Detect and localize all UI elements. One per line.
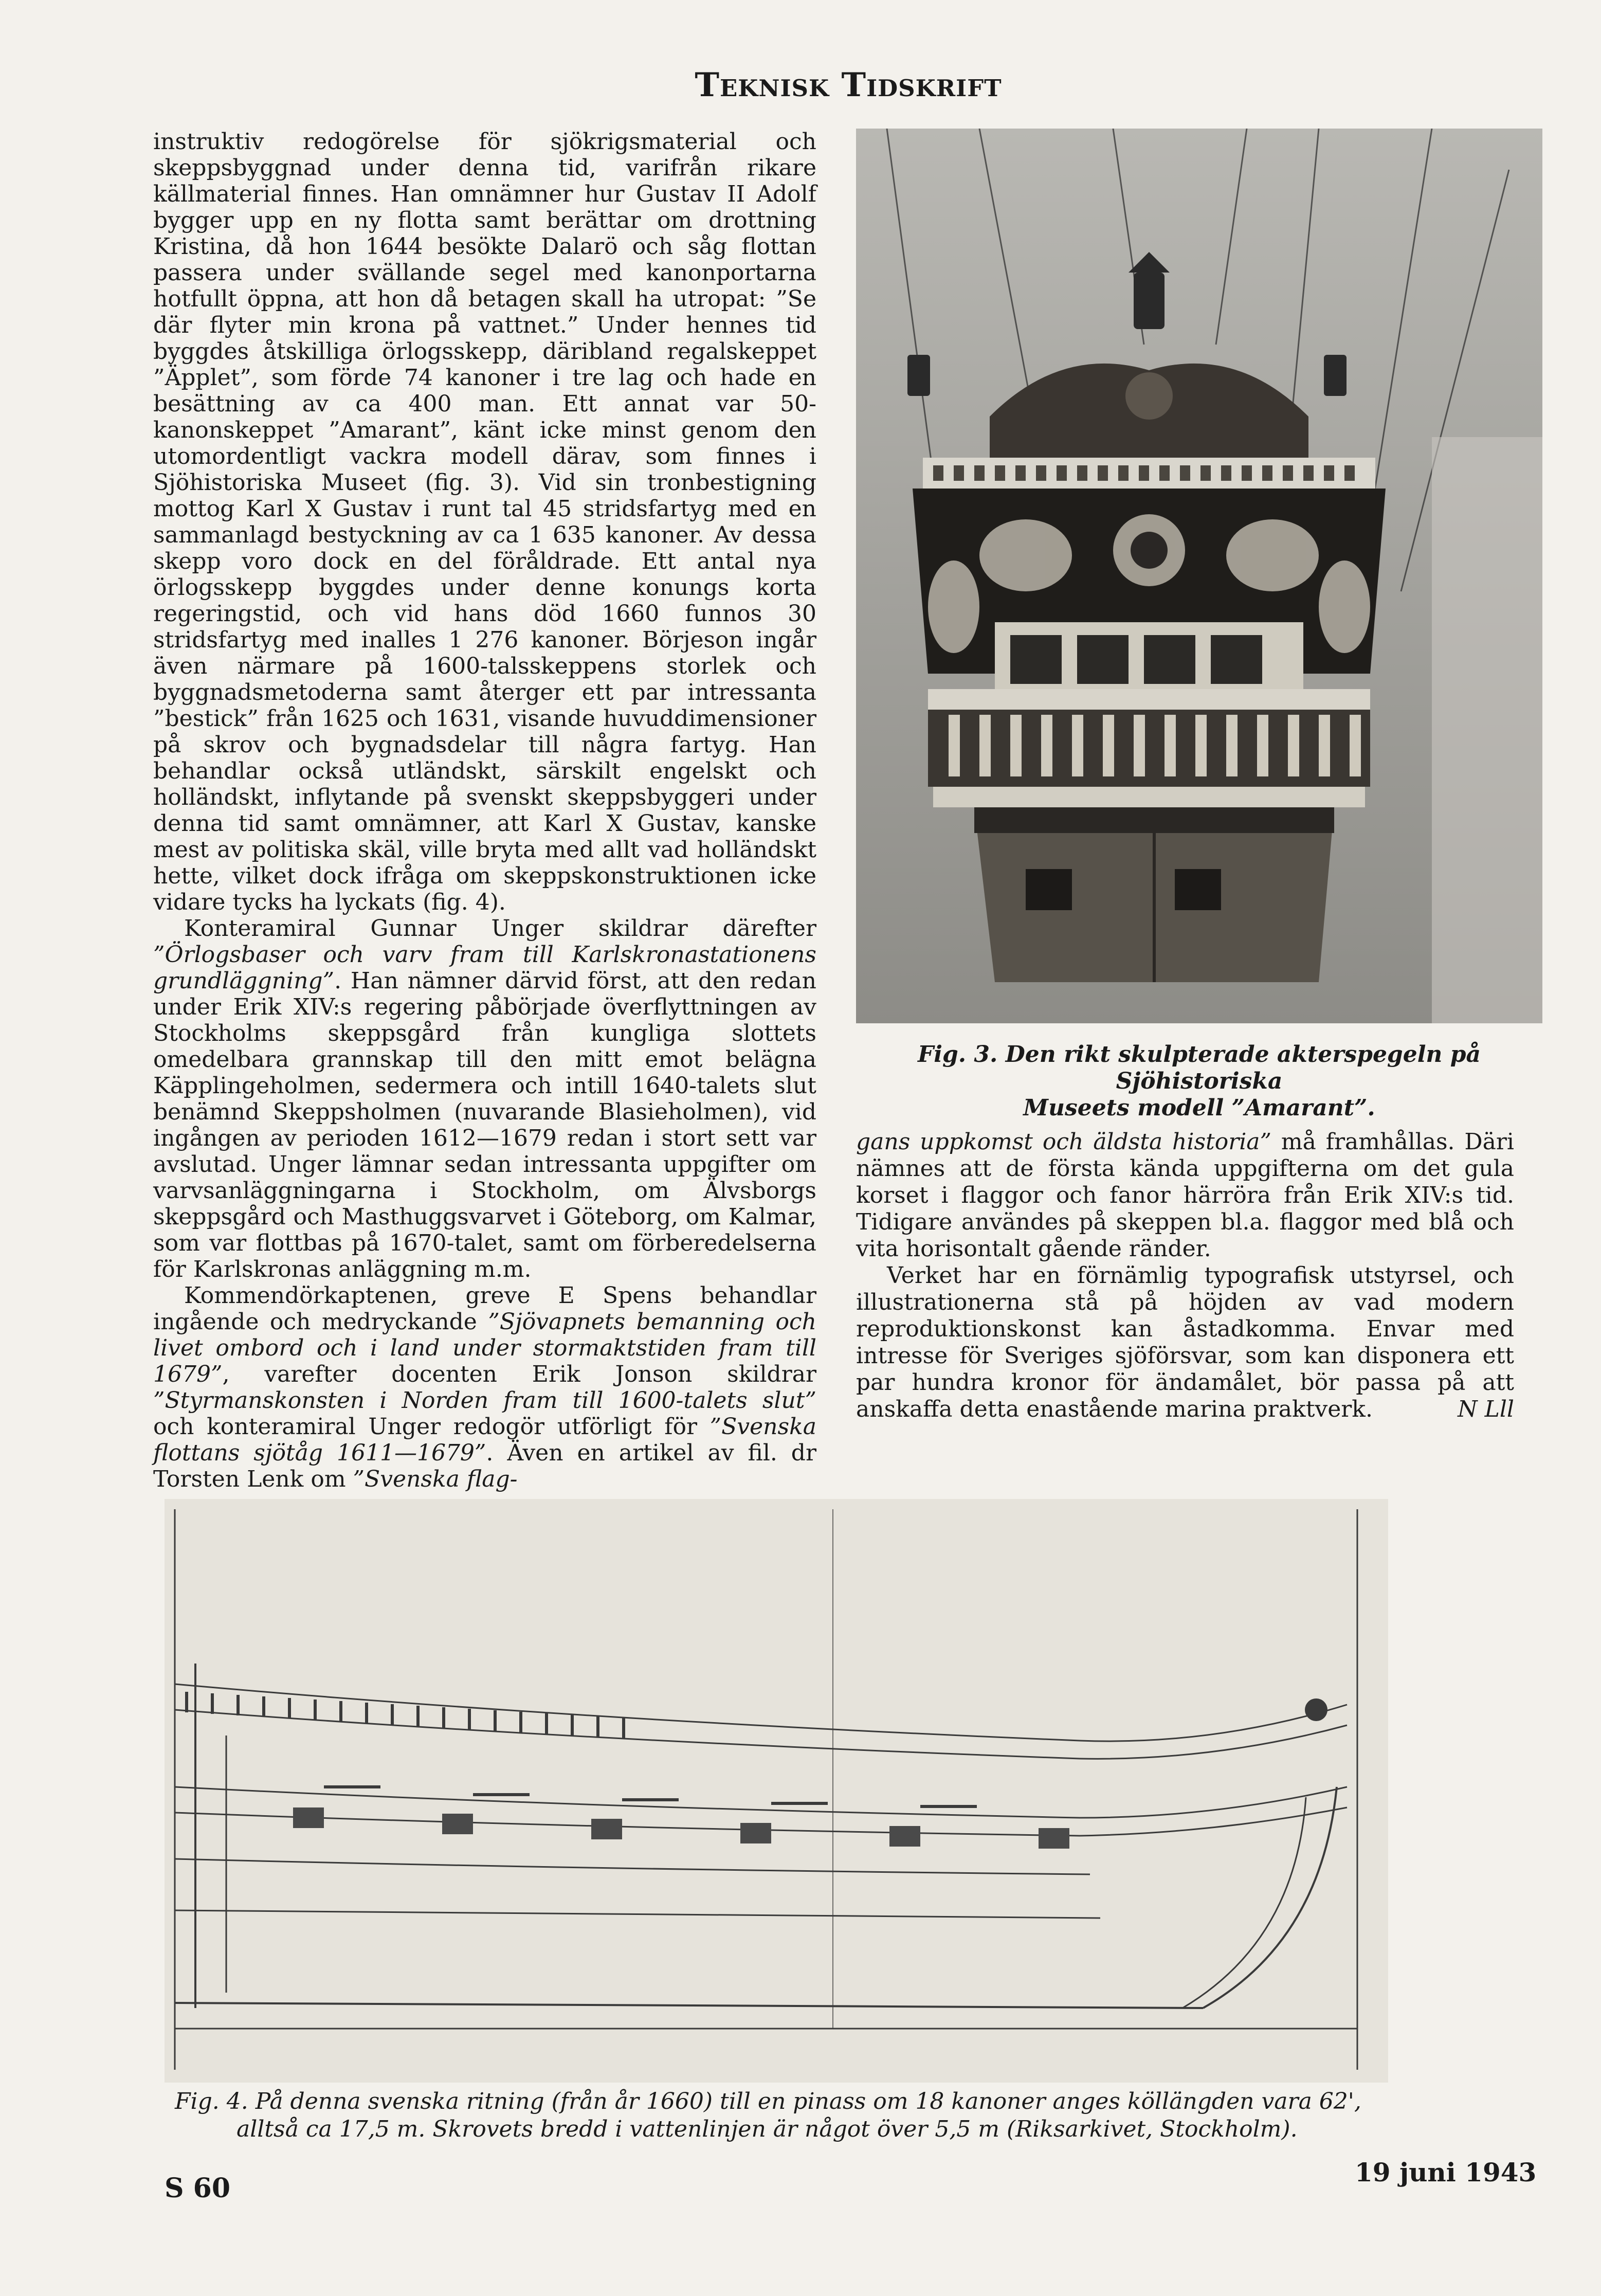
- text-run: och konteramiral Unger redogör utförligt för: [153, 1414, 710, 1440]
- text-run: . Även en artikel av fil. dr Torsten Lenk om: [153, 1440, 816, 1492]
- paragraph: [153, 1282, 816, 1492]
- text-run: , varefter docenten Erik Jonson skildrar: [222, 1361, 816, 1387]
- caption-line: Museets modell ”Amarant”.: [1023, 1095, 1375, 1121]
- text-run: Konteramiral Gunnar Unger skildrar därefter: [184, 915, 816, 942]
- work-title: ”Sjövapnets bemanning och livet ombord och i land under stormaktstiden fram till 1679”: [153, 1309, 816, 1387]
- text-run: må framhållas. Däri nämnes att de första kända uppgifterna om det gula korset i flaggor och fanor härröra från Erik XIV:s tid. Tidigare användes på skeppen bl.a. flaggor med blå och vita horisontalt gående ränder.: [856, 1129, 1514, 1262]
- text-run: . Han nämner därvid först, att den redan under Erik XIV:s regering påbörjade överflyttningen av Stockholms skeppsgård från kungliga slottets omedelbara grannskap till den mitt emot belägna Käpplingeholmen, sedermera och intill 1640-talets slut benämnd Skeppsholmen (nuvarande Blasieholmen), vid ingången av perioden 1612—1679 redan i stort sett var avslutad. Unger lämnar sedan intressanta uppgifter om varvsanläggningarna i Stockholm, om Älvsborgs skeppsgård och Masthuggsvarvet i Göteborg, om Kalmar, som var flottbas på 1670-talet, samt om förberedelserna för Karlskronas anläggning m.m.: [153, 968, 816, 1282]
- work-title: ”Örlogsbaser och varv fram till Karlskronastationens grundläggning”: [153, 942, 816, 994]
- masthead: Teknisk Tidskrift: [695, 66, 1002, 104]
- paragraph: Verket har en förnämlig typografisk utstyrsel, och illustrationerna stå på höjden av vad modern reproduktionskonst kan åstadkomma. Envar med intresse för Sveriges sjöförsvar, som kan disponera ett par hundra kronor för ändamålet, bör passa på att anskaffa detta enastående marina praktverk.: [856, 1262, 1514, 1422]
- right-column: [856, 1129, 1514, 1423]
- ship-stern-illustration: [856, 129, 1542, 1023]
- figure-3-caption: [856, 1041, 1542, 1122]
- paragraph: [153, 915, 816, 1282]
- left-column: [153, 129, 816, 1492]
- work-title: ”Styrmanskonsten i Norden fram till 1600-talets slut”: [153, 1387, 816, 1414]
- paragraph: instruktiv redogörelse för sjökrigsmaterial och skeppsbyggnad under denna tid, varifrån rikare källmaterial finnes. Han omnämner hur Gustav II Adolf bygger upp en ny flotta samt berättar om drottning Kristina, då hon 1644 besökte Dalarö och såg flottan passera under svällande segel med kanonportarna hotfullt öppna, att hon då betagen skall ha utropat: ”Se där flyter min krona på vattnet.” Under hennes tid byggdes åtskilliga örlogsskepp, däribland regalskeppet ”Äpplet”, som förde 74 kanoner i tre lag och hade en besättning av ca 400 man. Ett annat var 50-kanonskeppet ”Amarant”, känt icke minst genom den utomordentligt vackra modell därav, som finnes i Sjöhistoriska Museet (fig. 3). Vid sin tronbestigning mottog Karl X Gustav i runt tal 45 stridsfartyg med en sammanlagd bestyckning av ca 1 635 kanoner. Av dessa skepp voro dock en del föråldrade. Ett antal nya örlogsskepp byggdes under denne konungs korta regeringstid, och vid hans död 1660 funnos 30 stridsfartyg med inalles 1 276 kanoner. Börjeson ingår även närmare på 1600-talsskeppens storlek och byggnadsmetoderna samt återger ett par intressanta ”bestick” från 1625 och 1631, visande huvuddimensioner på skrov och bygnadsdelar till några fartyg. Han behandlar också utländskt, särskilt engelskt och holländskt, inflytande på svenskt skeppsbyggeri under denna tid samt omnämner, att Karl X Gustav, kanske mest av politiska skäl, ville bryta med allt vad holländskt hette, vilket dock ifråga om skeppskonstruktionen icke vidare tycks ha lyckats (fig. 4).: [153, 129, 816, 915]
- caption-line: Fig. 3. Den rikt skulpterade akterspegeln på Sjöhistoriska: [918, 1041, 1481, 1094]
- text-run: Kommendörkaptenen, greve E Spens behandlar ingående och medryckande: [153, 1282, 816, 1335]
- issue-date: 19 juni 1943: [1355, 2157, 1537, 2187]
- caption-line: alltså ca 17,5 m. Skrovets bredd i vattenlinjen är något över 5,5 m (Riksarkivet, Stockholm).: [236, 2116, 1298, 2142]
- figure-4-caption: [175, 2088, 1398, 2143]
- page-number: S 60: [165, 2173, 231, 2204]
- work-title: gans uppkomst och äldsta historia”: [856, 1129, 1272, 1155]
- author-signature: N Lll: [1458, 1396, 1514, 1422]
- work-title: ”Svenska flag-: [353, 1466, 518, 1492]
- paragraph: [856, 1129, 1514, 1262]
- ship-plan-drawing: [165, 1499, 1388, 2083]
- caption-line: Fig. 4. På denna svenska ritning (från år 1660) till en pinass om 18 kanoner anges köllängden vara 62',: [175, 2088, 1361, 2114]
- work-title: ”Svenska flottans sjötåg 1611—1679”: [153, 1414, 816, 1466]
- ship-stern-photo: [856, 129, 1542, 1023]
- pinnace-drawing-illustration: [165, 1499, 1388, 2083]
